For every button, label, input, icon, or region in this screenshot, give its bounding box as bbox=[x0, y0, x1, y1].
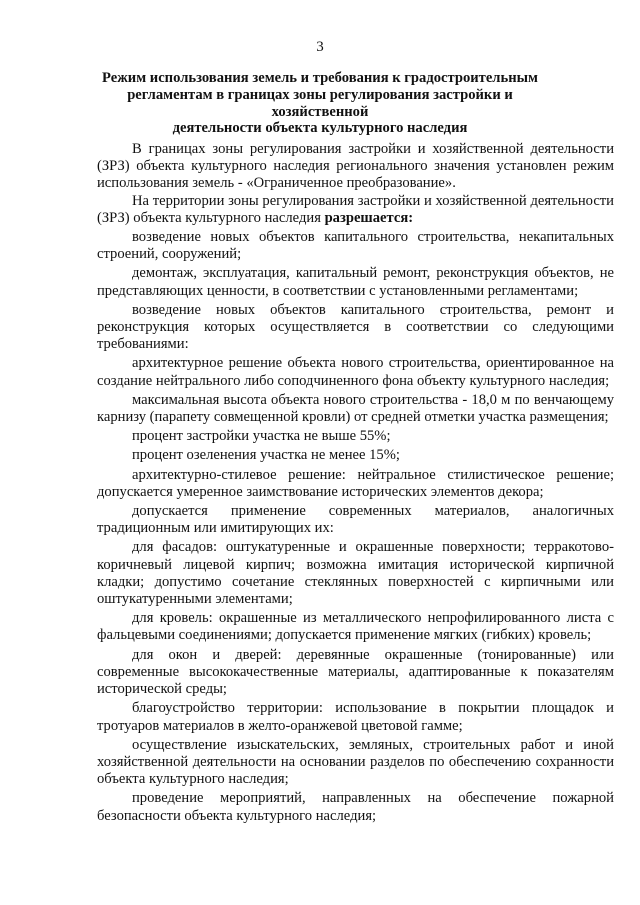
paragraph: для окон и дверей: деревянные окрашенные (тонированные) или современные высококачественные материалы, адаптированные к показателям исторической среды; bbox=[97, 646, 614, 698]
page-number: 3 bbox=[316, 39, 324, 55]
document-heading bbox=[95, 70, 545, 137]
paragraph-emphasis: разрешается: bbox=[324, 209, 414, 226]
paragraph: осуществление изыскательских, земляных, строительных работ и иной хозяйственной деятельности на основании разделов по обеспечению сохранности объекта культурного наследия; bbox=[97, 736, 614, 788]
paragraph: проведение мероприятий, направленных на обеспечение пожарной безопасности объекта культурного наследия; bbox=[97, 790, 614, 824]
paragraph: благоустройство территории: использование в покрытии площадок и тротуаров материалов в желто-оранжевой цветовой гамме; bbox=[97, 700, 614, 734]
document-body bbox=[97, 141, 614, 825]
paragraph: демонтаж, эксплуатация, капитальный ремонт, реконструкция объектов, не представляющих ценности, в соответствии с установленными регламентами; bbox=[97, 265, 614, 299]
paragraph: для фасадов: оштукатуренные и окрашенные поверхности; терракотово-коричневый лицевой кирпич; возможна имитация исторической кирпичной кладки; допустимо сочетание стеклянных поверхностей с кирпичными или оштукатуренными элементами; bbox=[97, 539, 614, 608]
paragraph: В границах зоны регулирования застройки и хозяйственной деятельности (ЗРЗ) объекта культурного наследия регионального значения установлен режим использования земель - «Ограниченное преобразование». bbox=[97, 141, 614, 192]
paragraph: возведение новых объектов капитального строительства, некапитальных строений, сооружений; bbox=[97, 229, 614, 263]
paragraph: максимальная высота объекта нового строительства - 18,0 м по венчающему карнизу (парапету совмещенной кровли) от средней отметки участка размещения; bbox=[97, 391, 614, 426]
paragraph: допускается применение современных материалов, аналогичных традиционным или имитирующих их: bbox=[97, 503, 614, 537]
heading-line: Режим использования земель и требования к градостроительным bbox=[102, 70, 538, 86]
paragraph: архитектурное решение объекта нового строительства, ориентированное на создание нейтрального либо соподчиненного фона объекту культурного наследия; bbox=[97, 355, 614, 389]
paragraph: архитектурно-стилевое решение: нейтральное стилистическое решение; допускается умеренное заимствование исторических элементов декора; bbox=[97, 466, 614, 500]
paragraph: для кровель: окрашенные из металлического непрофилированного листа с фальцевыми соединениями; допускается применение мягких (гибких) кровель; bbox=[97, 610, 614, 644]
paragraph: процент застройки участка не выше 55%; bbox=[132, 428, 391, 445]
heading-line: деятельности объекта культурного наследия bbox=[172, 120, 468, 137]
paragraph bbox=[97, 193, 614, 227]
paragraph: процент озеленения участка не менее 15%; bbox=[132, 447, 400, 464]
heading-line: регламентам в границах зоны регулирования застройки и хозяйственной bbox=[127, 86, 513, 120]
paragraph: возведение новых объектов капитального строительства, ремонт и реконструкция которых осуществляется в соответствии со следующими требованиями: bbox=[97, 301, 614, 353]
paragraph-text: На территории зоны регулирования застройки и хозяйственной деятельности (ЗРЗ) объекта культурного наследия bbox=[97, 192, 614, 226]
